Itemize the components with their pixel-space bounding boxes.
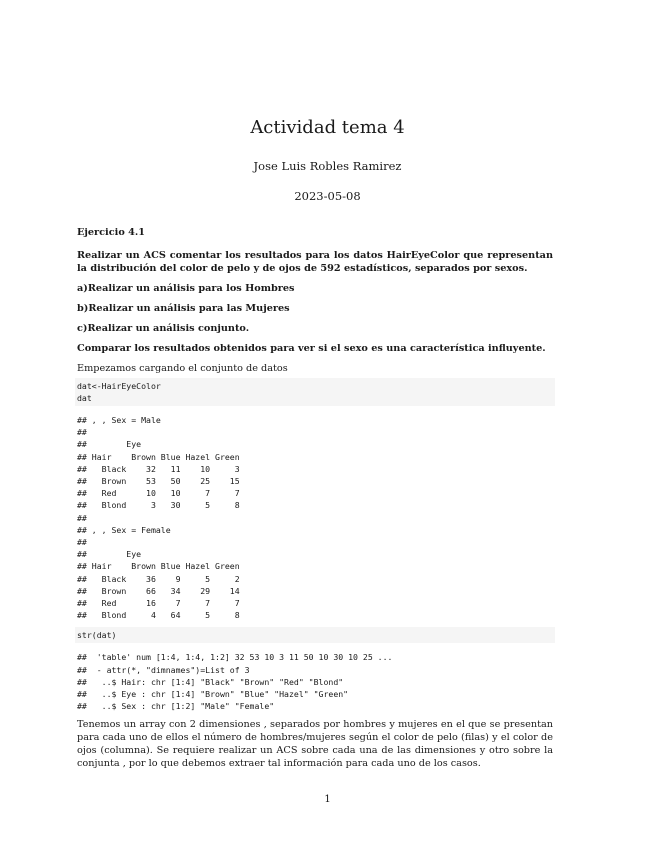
code-block-str: str(dat) (75, 627, 555, 643)
closing-paragraph: Tenemos un array con 2 dimensiones , separados por hombres y mujeres en el que se presentan para cada uno de ellos el número de hombres/mujeres según el color de pelo (filas) y el color de ojos (columna). Se requiere realizar un ACS sobre cada una de las dimensiones y otro sobre la conjunta , por lo que debemos extraer tal información para cada uno de los casos. (77, 719, 553, 770)
exercise-compare: Comparar los resultados obtenidos para ver si el sexo es una característica influyente. (77, 343, 546, 354)
intro-paragraph: Empezamos cargando el conjunto de datos (77, 363, 288, 374)
document-title: Actividad tema 4 (250, 117, 405, 138)
document-author: Jose Luis Robles Ramirez (253, 159, 402, 173)
exercise-heading: Ejercicio 4.1 (77, 227, 146, 238)
output-block-str: ## 'table' num [1:4, 1:4, 1:2] 32 53 10 3 11 50 10 30 10 25 ... ## - attr(*, "dimnames")=List of 3 ## ..$ Hair: chr [1:4] "Black" "Brown" "Red" "Blond" ## ..$ Eye : chr [1:4] "Brown" "Blue" "Hazel" "Green" ## ..$ Sex : chr [1:2] "Male" "Female" (77, 652, 393, 712)
exercise-statement: Realizar un ACS comentar los resultados para los datos HairEyeColor que representan la distribución del color de pelo y de ojos de 592 estadísticos, separados por sexos. (77, 250, 553, 274)
code-block-load-data: dat<-HairEyeColor dat (75, 378, 555, 406)
output-block-table: ## , , Sex = Male ## ## Eye ## Hair Brown Blue Hazel Green ## Black 32 11 10 3 ## Brown 53 50 25 15 ## Red 10 10 7 7 ## Blond 3 30 5 8 ## ## , , Sex = Female ## ## Eye ## Hair Brown Blue Hazel Green ## Black 36 9 5 2 ## Brown 66 34 29 14 ## Red 16 7 7 7 ## Blond 4 64 5 8 (77, 415, 240, 621)
exercise-item-a: a)Realizar un análisis para los Hombres (77, 283, 295, 294)
page-number: 1 (324, 794, 331, 805)
document-body (77, 226, 553, 773)
exercise-item-b: b)Realizar un análisis para las Mujeres (77, 303, 290, 314)
document-date: 2023-05-08 (294, 189, 361, 203)
exercise-item-c: c)Realizar un análisis conjunto. (77, 323, 250, 334)
